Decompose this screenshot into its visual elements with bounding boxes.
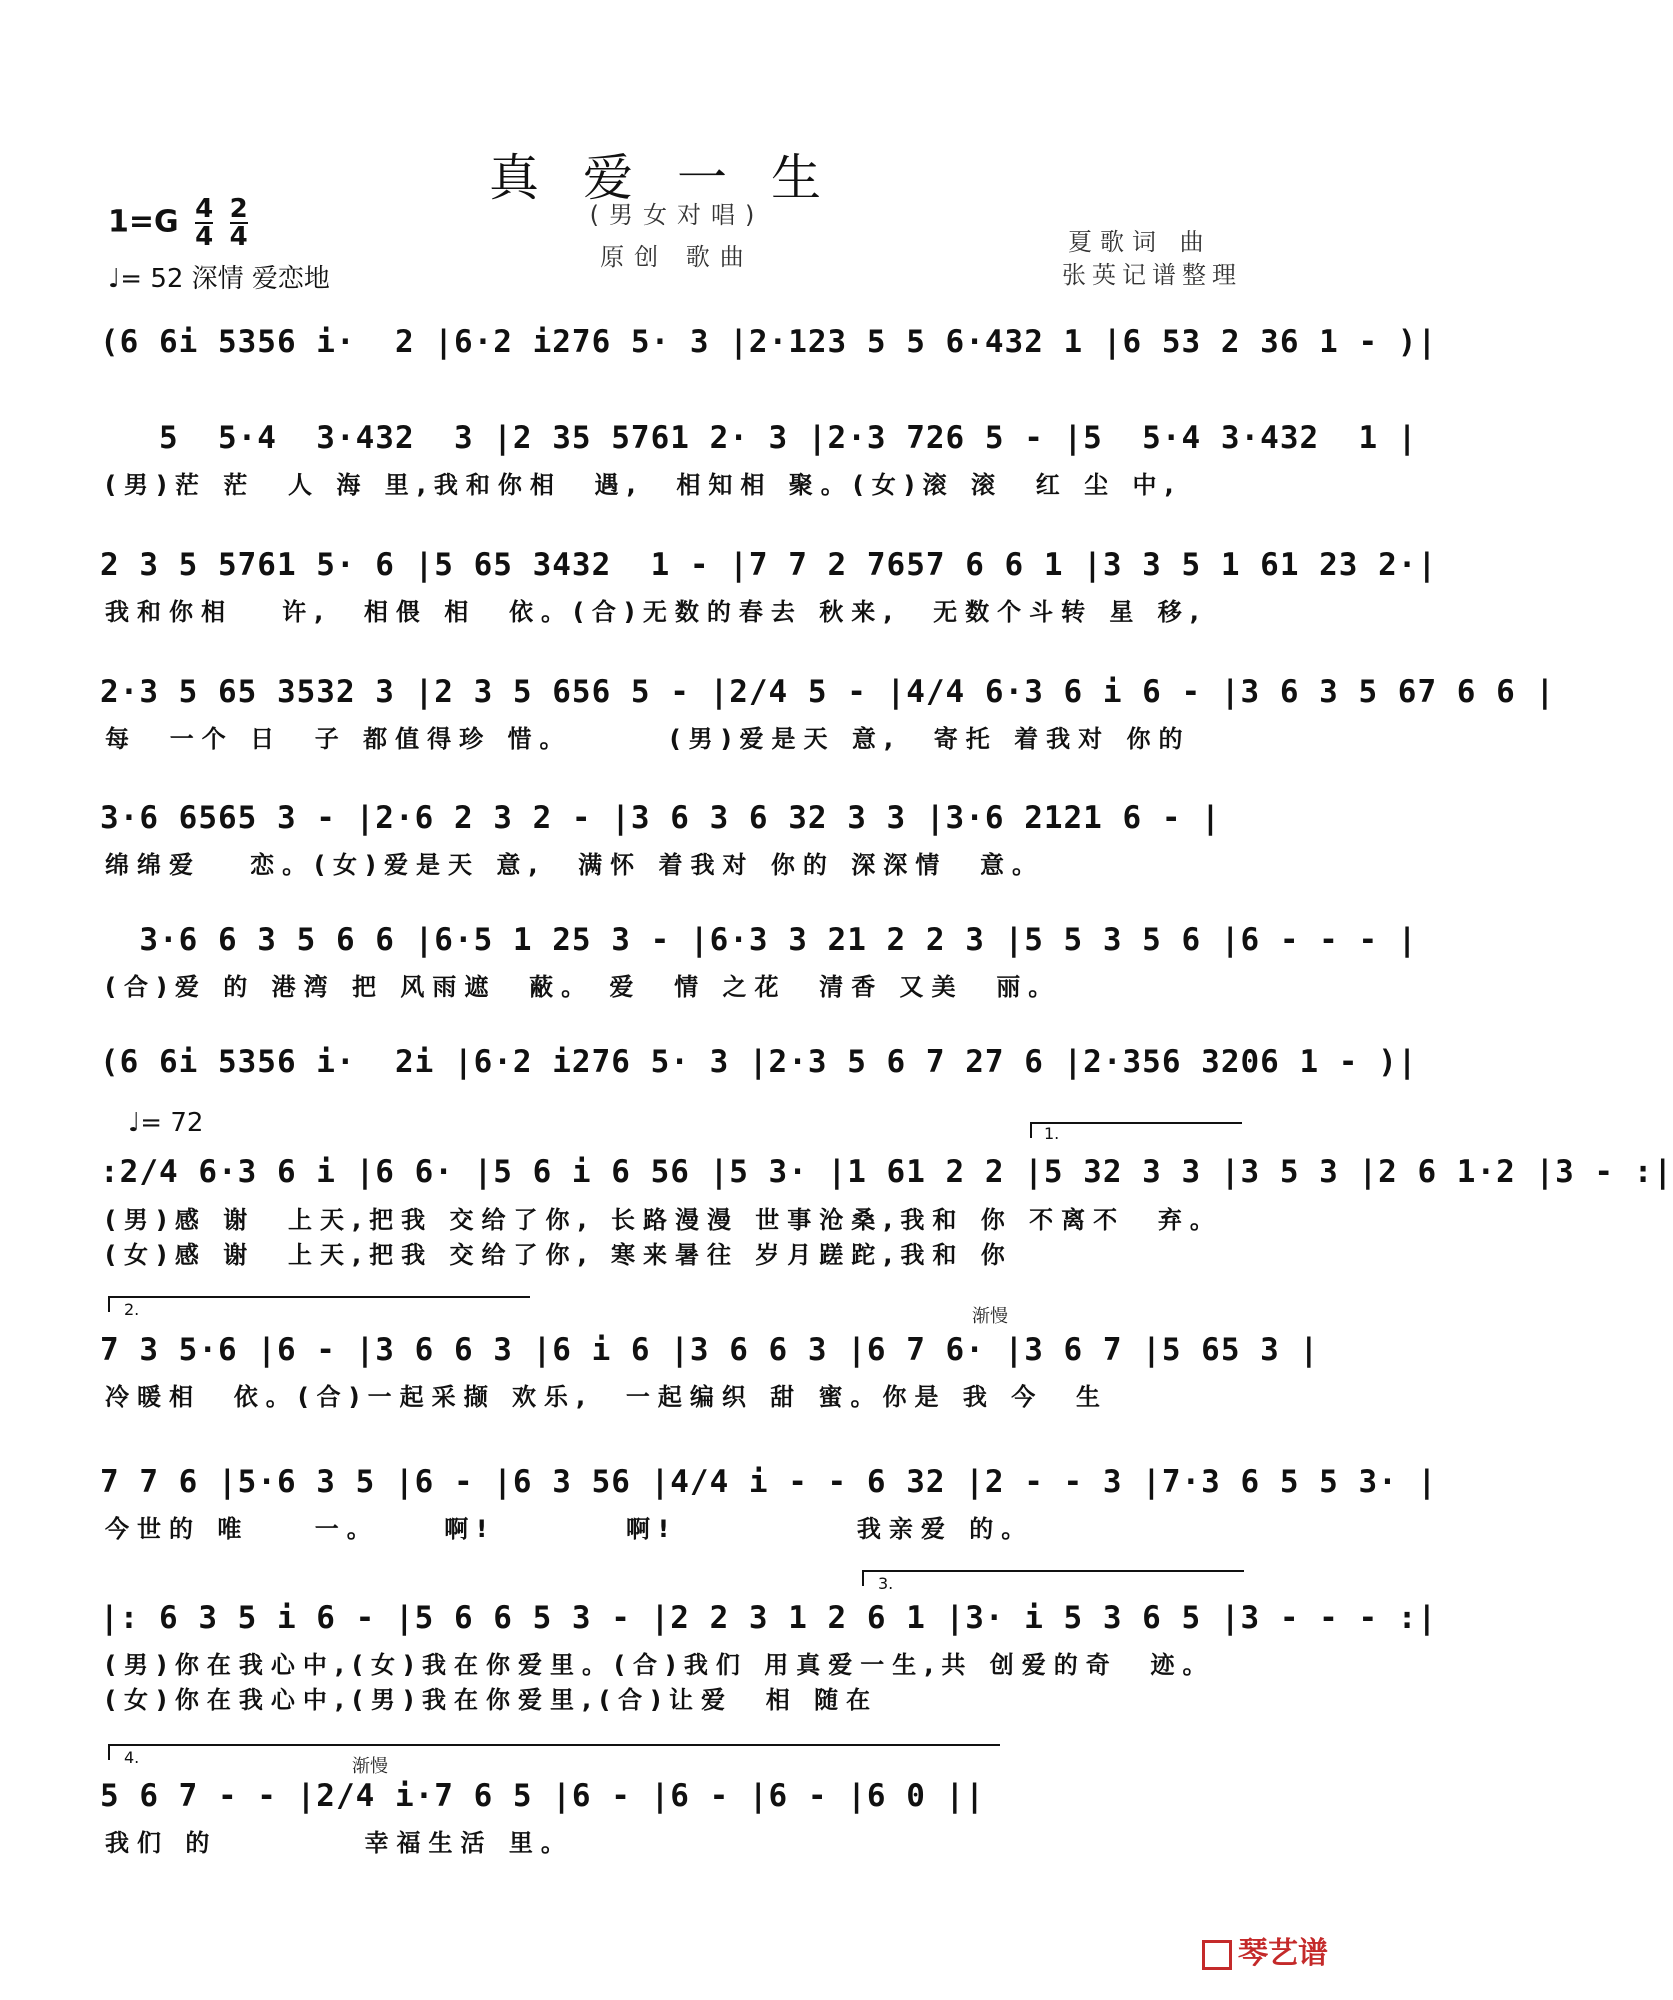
score-line-8-lyrics-alt: (女)感 谢 上天,把我 交给了你, 寒来暑往 岁月蹉跎,我和 你 xyxy=(105,1241,1013,1269)
score-line-8-notes: :2/4 6·3 6 i |6 6· |5 6 i 6 56 |5 3· |1 61 2 2 |5 32 3 3 |3 5 3 |2 6 1·2 |3 - :| xyxy=(100,1154,1673,1190)
score-line-1-notes: (6 6i 5356 i· 2 |6·2 i276 5· 3 |2·123 5 5 6·432 1 |6 53 2 36 1 - )| xyxy=(100,324,1438,360)
score-line-5-lyrics: 绵绵爱 恋。(女)爱是天 意, 满怀 着我对 你的 深深情 意。 xyxy=(105,851,1044,879)
score-line-12-lyrics: 我们 的 幸福生活 里。 xyxy=(105,1829,573,1857)
score-line-10-lyrics: 今世的 唯 一。 啊! 啊! 我亲爱 的。 xyxy=(105,1515,1034,1543)
score-line-9-lyrics: 冷暖相 依。(合)一起采撷 欢乐, 一起编织 甜 蜜。你是 我 今 生 xyxy=(105,1383,1108,1411)
credit-arranger: 张英记谱整理 xyxy=(1062,261,1242,289)
time-signature-4-4: $\frac{4}{4}$ xyxy=(195,194,214,252)
score-line-11-lyrics-alt: (女)你在我心中,(男)我在你爱里,(合)让爱 相 随在 xyxy=(105,1686,879,1714)
logo-icon xyxy=(1202,1940,1232,1970)
volta-2-label: 2. xyxy=(124,1300,140,1319)
score-line-11-notes: |: 6 3 5 i 6 - |5 6 6 5 3 - |2 2 3 1 2 6 1 |3· i 5 3 6 5 |3 - - - :| xyxy=(100,1600,1438,1636)
site-logo xyxy=(1202,1928,1328,1972)
ritardando-mark-2: 渐慢 xyxy=(352,1756,388,1777)
tempo-72-marking: ♩= 72 xyxy=(128,1108,204,1138)
song-subtitle: (男女对唱) xyxy=(589,201,765,229)
logo-text: 琴艺谱 xyxy=(1238,1936,1328,1971)
score-line-7-notes: (6 6i 5356 i· 2i |6·2 i276 5· 3 |2·3 5 6 7 27 6 |2·356 3206 1 - )| xyxy=(100,1044,1418,1080)
volta-2-bracket xyxy=(108,1296,530,1312)
score-line-3-notes: 2 3 5 5761 5· 6 |5 65 3432 1 - |7 7 2 7657 6 6 1 |3 3 5 1 61 23 2·| xyxy=(100,547,1438,583)
score-line-4-lyrics: 每 一个 日 子 都值得珍 惜。 (男)爱是天 意, 寄托 着我对 你的 xyxy=(105,725,1191,753)
volta-1-label: 1. xyxy=(1044,1124,1060,1143)
score-line-6-notes: 3·6 6 3 5 6 6 |6·5 1 25 3 - |6·3 3 21 2 2 3 |5 5 3 5 6 |6 - - - | xyxy=(100,922,1418,958)
score-line-8-lyrics: (男)感 谢 上天,把我 交给了你, 长路漫漫 世事沧桑,我和 你 不离不 弃。 xyxy=(105,1206,1222,1234)
volta-3-label: 3. xyxy=(878,1574,894,1593)
key-label: 1=G xyxy=(108,204,179,240)
score-line-9-notes: 7 3 5·6 |6 - |3 6 6 3 |6 i 6 |3 6 6 3 |6 7 6· |3 6 7 |5 65 3 | xyxy=(100,1332,1320,1368)
volta-1-bracket xyxy=(1030,1122,1242,1138)
score-line-11-lyrics: (男)你在我心中,(女)我在你爱里。(合)我们 用真爱一生,共 创爱的奇 迹。 xyxy=(105,1651,1215,1679)
score-line-3-lyrics: 我和你相 许, 相偎 相 依。(合)无数的春去 秋来, 无数个斗转 星 移, xyxy=(105,598,1207,626)
tempo-marking: ♩= 52 深情 爱恋地 xyxy=(108,264,330,294)
score-line-5-notes: 3·6 6565 3 - |2·6 2 3 2 - |3 6 3 6 32 3 3 |3·6 2121 6 - | xyxy=(100,800,1221,836)
volta-3-bracket xyxy=(862,1570,1244,1586)
score-line-12-notes: 5 6 7 - - |2/4 i·7 6 5 |6 - |6 - |6 - |6 0 || xyxy=(100,1778,985,1814)
ritardando-mark-1: 渐慢 xyxy=(972,1306,1008,1327)
song-title: 真爱一生 xyxy=(489,149,865,207)
time-signature-2-4: $\frac{2}{4}$ xyxy=(229,194,248,252)
score-line-2-lyrics: (男)茫 茫 人 海 里,我和你相 遇, 相知相 聚。(女)滚 滚 红 尘 中, xyxy=(105,471,1182,499)
score-line-10-notes: 7 7 6 |5·6 3 5 |6 - |6 3 56 |4/4 i - - 6 32 |2 - - 3 |7·3 6 5 5 3· | xyxy=(100,1464,1438,1500)
score-line-6-lyrics: (合)爱 的 港湾 把 风雨遮 蔽。 爱 情 之花 清香 又美 丽。 xyxy=(105,973,1061,1001)
score-line-4-notes: 2·3 5 65 3532 3 |2 3 5 656 5 - |2/4 5 - |4/4 6·3 6 i 6 - |3 6 3 5 67 6 6 | xyxy=(100,674,1556,710)
key-signature xyxy=(108,196,248,250)
volta-4-bracket xyxy=(108,1744,1000,1760)
credit-words-music: 夏歌词 曲 xyxy=(1068,228,1212,256)
song-type: 原创 歌曲 xyxy=(600,243,754,271)
score-line-2-notes: 5 5·4 3·432 3 |2 35 5761 2· 3 |2·3 726 5 - |5 5·4 3·432 1 | xyxy=(100,420,1418,456)
volta-4-label: 4. xyxy=(124,1748,140,1767)
